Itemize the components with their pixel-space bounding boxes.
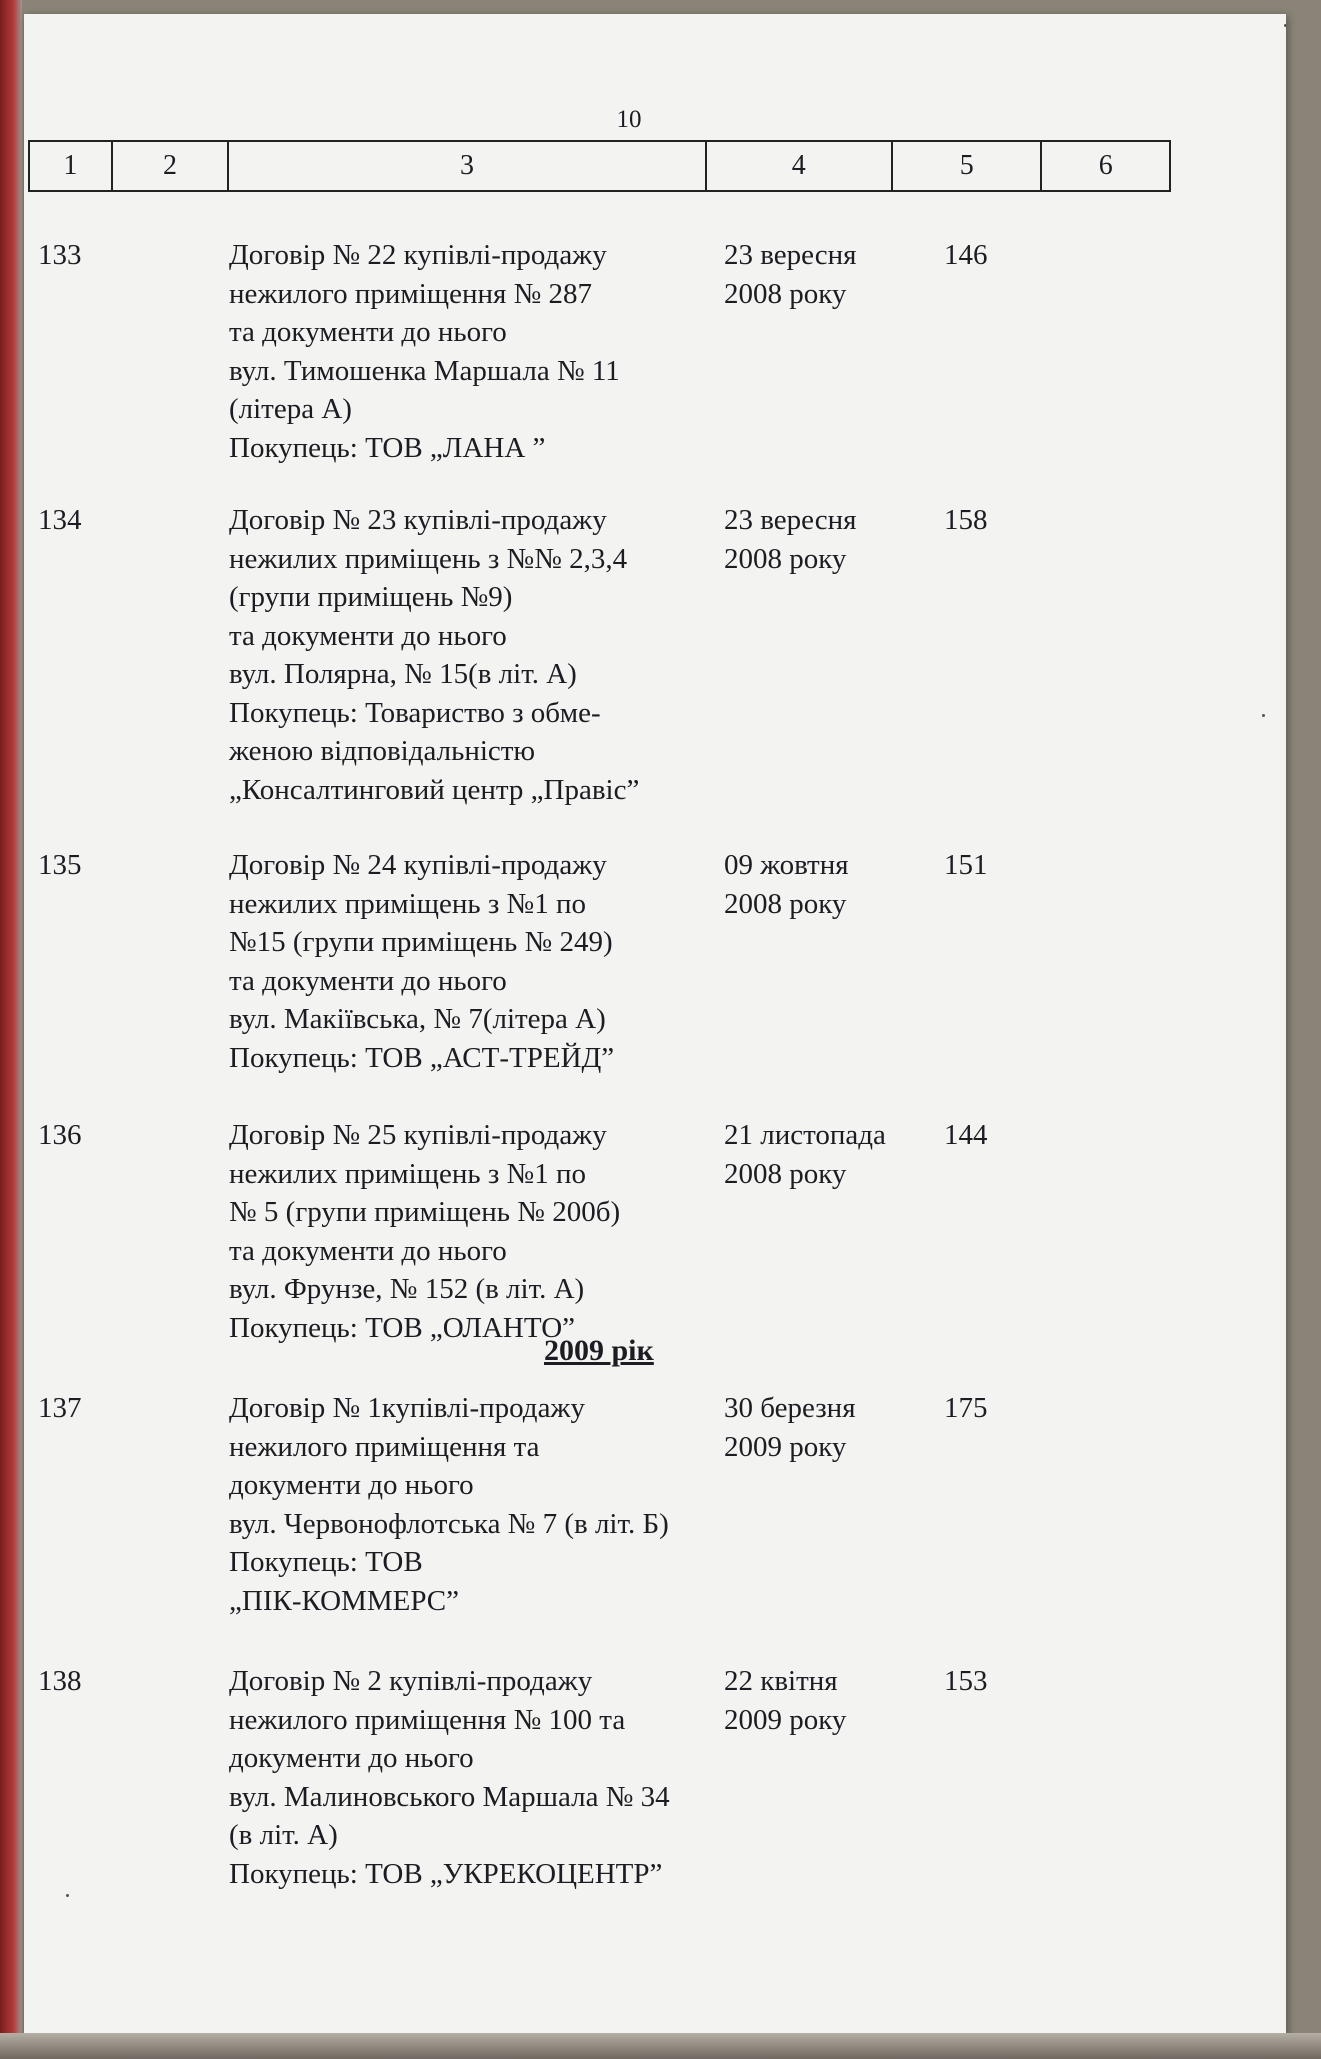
description-line: Покупець: ТОВ „АСТ-ТРЕЙД” xyxy=(229,1041,615,1074)
entry-number: 135 xyxy=(38,849,82,881)
description-line: Покупець: ТОВ xyxy=(229,1546,423,1578)
description-line: (групи приміщень №9) xyxy=(229,581,513,613)
description-line: Договір № 2 купівлі-продажу xyxy=(229,1665,593,1697)
column-header-3: 3 xyxy=(229,142,706,190)
description-line: №15 (групи приміщень № 249) xyxy=(229,926,613,958)
entry-number: 134 xyxy=(38,504,82,536)
date-line: 2008 року xyxy=(724,1157,847,1190)
date-line: 2009 року xyxy=(724,1430,847,1463)
description-line: Покупець: ТОВ „ЛАНА ” xyxy=(229,431,546,464)
entry-number: 138 xyxy=(38,1665,82,1697)
year-heading: 2009 рік xyxy=(544,1334,654,1367)
description-line: нежилих приміщень з №1 по xyxy=(229,1157,586,1190)
description-line: (літера А) xyxy=(229,393,352,425)
column-header-5: 5 xyxy=(893,142,1042,190)
date-line: 22 квітня xyxy=(724,1665,838,1697)
description-line: Договір № 25 купівлі-продажу xyxy=(229,1119,607,1151)
entry-description xyxy=(229,236,789,467)
entry-date xyxy=(724,501,924,578)
entry-pages: 151 xyxy=(944,849,988,881)
entry-date xyxy=(724,846,924,923)
speck xyxy=(66,1894,69,1897)
description-line: Договір № 1купівлі-продажу xyxy=(229,1392,585,1424)
entry-pages: 146 xyxy=(944,239,988,271)
date-line: 2008 року xyxy=(724,542,847,575)
description-line: вул. Червонофлотська № 7 (в літ. Б) xyxy=(229,1507,669,1540)
description-line: Договір № 23 купівлі-продажу xyxy=(229,504,607,536)
entry-pages: 144 xyxy=(944,1119,988,1151)
entry-pages: 153 xyxy=(944,1665,988,1697)
entry-number: 137 xyxy=(38,1392,82,1424)
date-line: 2008 року xyxy=(724,277,847,310)
description-line: та документи до нього xyxy=(229,619,507,652)
description-line: нежилого приміщення та xyxy=(229,1430,540,1463)
description-line: Покупець: ТОВ „ОЛАНТО” xyxy=(229,1311,576,1344)
entry-description xyxy=(229,1389,789,1620)
description-line: женою відповідальністю xyxy=(229,735,536,767)
date-line: 23 вересня xyxy=(724,504,857,536)
entry-number: 133 xyxy=(38,239,82,271)
date-line: 23 вересня xyxy=(724,239,857,271)
entry-pages: 158 xyxy=(944,504,988,536)
column-header-1: 1 xyxy=(30,142,113,190)
description-line: Договір № 24 купівлі-продажу xyxy=(229,849,607,881)
speck xyxy=(1262,714,1265,717)
background-surface xyxy=(0,2033,1321,2059)
description-line: вул. Фрунзе, № 152 (в літ. А) xyxy=(229,1273,585,1305)
description-line: „Консалтинговий центр „Правіс” xyxy=(229,773,640,806)
page-number: 10 xyxy=(616,106,642,133)
date-line: 30 березня xyxy=(724,1392,856,1424)
description-line: № 5 (групи приміщень № 200б) xyxy=(229,1196,621,1228)
description-line: Покупець: ТОВ „УКРЕКОЦЕНТР” xyxy=(229,1857,663,1890)
entry-date xyxy=(724,236,924,313)
column-header-row xyxy=(28,140,1171,192)
description-line: вул. Макіївська, № 7(літера А) xyxy=(229,1003,606,1035)
entry-date xyxy=(724,1389,924,1466)
speck xyxy=(1284,24,1286,27)
date-line: 21 листопада xyxy=(724,1119,886,1151)
description-line: нежилих приміщень з №№ 2,3,4 xyxy=(229,542,628,575)
binding-edge xyxy=(0,0,22,2059)
entry-description xyxy=(229,1116,789,1347)
description-line: вул. Тимошенка Маршала № 11 xyxy=(229,354,620,387)
column-header-6: 6 xyxy=(1098,150,1113,181)
description-line: документи до нього xyxy=(229,1469,474,1501)
date-line: 2009 року xyxy=(724,1703,847,1736)
description-line: Покупець: Товариство з обме- xyxy=(229,696,601,729)
entry-description xyxy=(229,501,789,809)
date-line: 2008 року xyxy=(724,887,847,920)
date-line: 09 жовтня xyxy=(724,849,849,881)
column-header-2: 2 xyxy=(113,142,230,190)
description-line: документи до нього xyxy=(229,1742,474,1774)
description-line: нежилого приміщення № 100 та xyxy=(229,1703,626,1736)
description-line: (в літ. А) xyxy=(229,1819,338,1851)
column-header-4: 4 xyxy=(707,142,893,190)
entry-date xyxy=(724,1116,924,1193)
description-line: та документи до нього xyxy=(229,1234,507,1267)
entry-number: 136 xyxy=(38,1119,82,1151)
entry-pages: 175 xyxy=(944,1392,988,1424)
description-line: нежилого приміщення № 287 xyxy=(229,277,593,310)
description-line: та документи до нього xyxy=(229,964,507,997)
description-line: вул. Малиновського Маршала № 34 xyxy=(229,1780,670,1813)
entry-date xyxy=(724,1662,924,1739)
document-page xyxy=(24,14,1286,2039)
description-line: Договір № 22 купівлі-продажу xyxy=(229,239,607,271)
description-line: та документи до нього xyxy=(229,316,507,348)
description-line: вул. Полярна, № 15(в літ. А) xyxy=(229,658,577,690)
entry-description xyxy=(229,846,789,1077)
description-line: „ПІК-КОММЕРС” xyxy=(229,1584,460,1617)
entry-description xyxy=(229,1662,789,1893)
description-line: нежилих приміщень з №1 по xyxy=(229,887,586,920)
